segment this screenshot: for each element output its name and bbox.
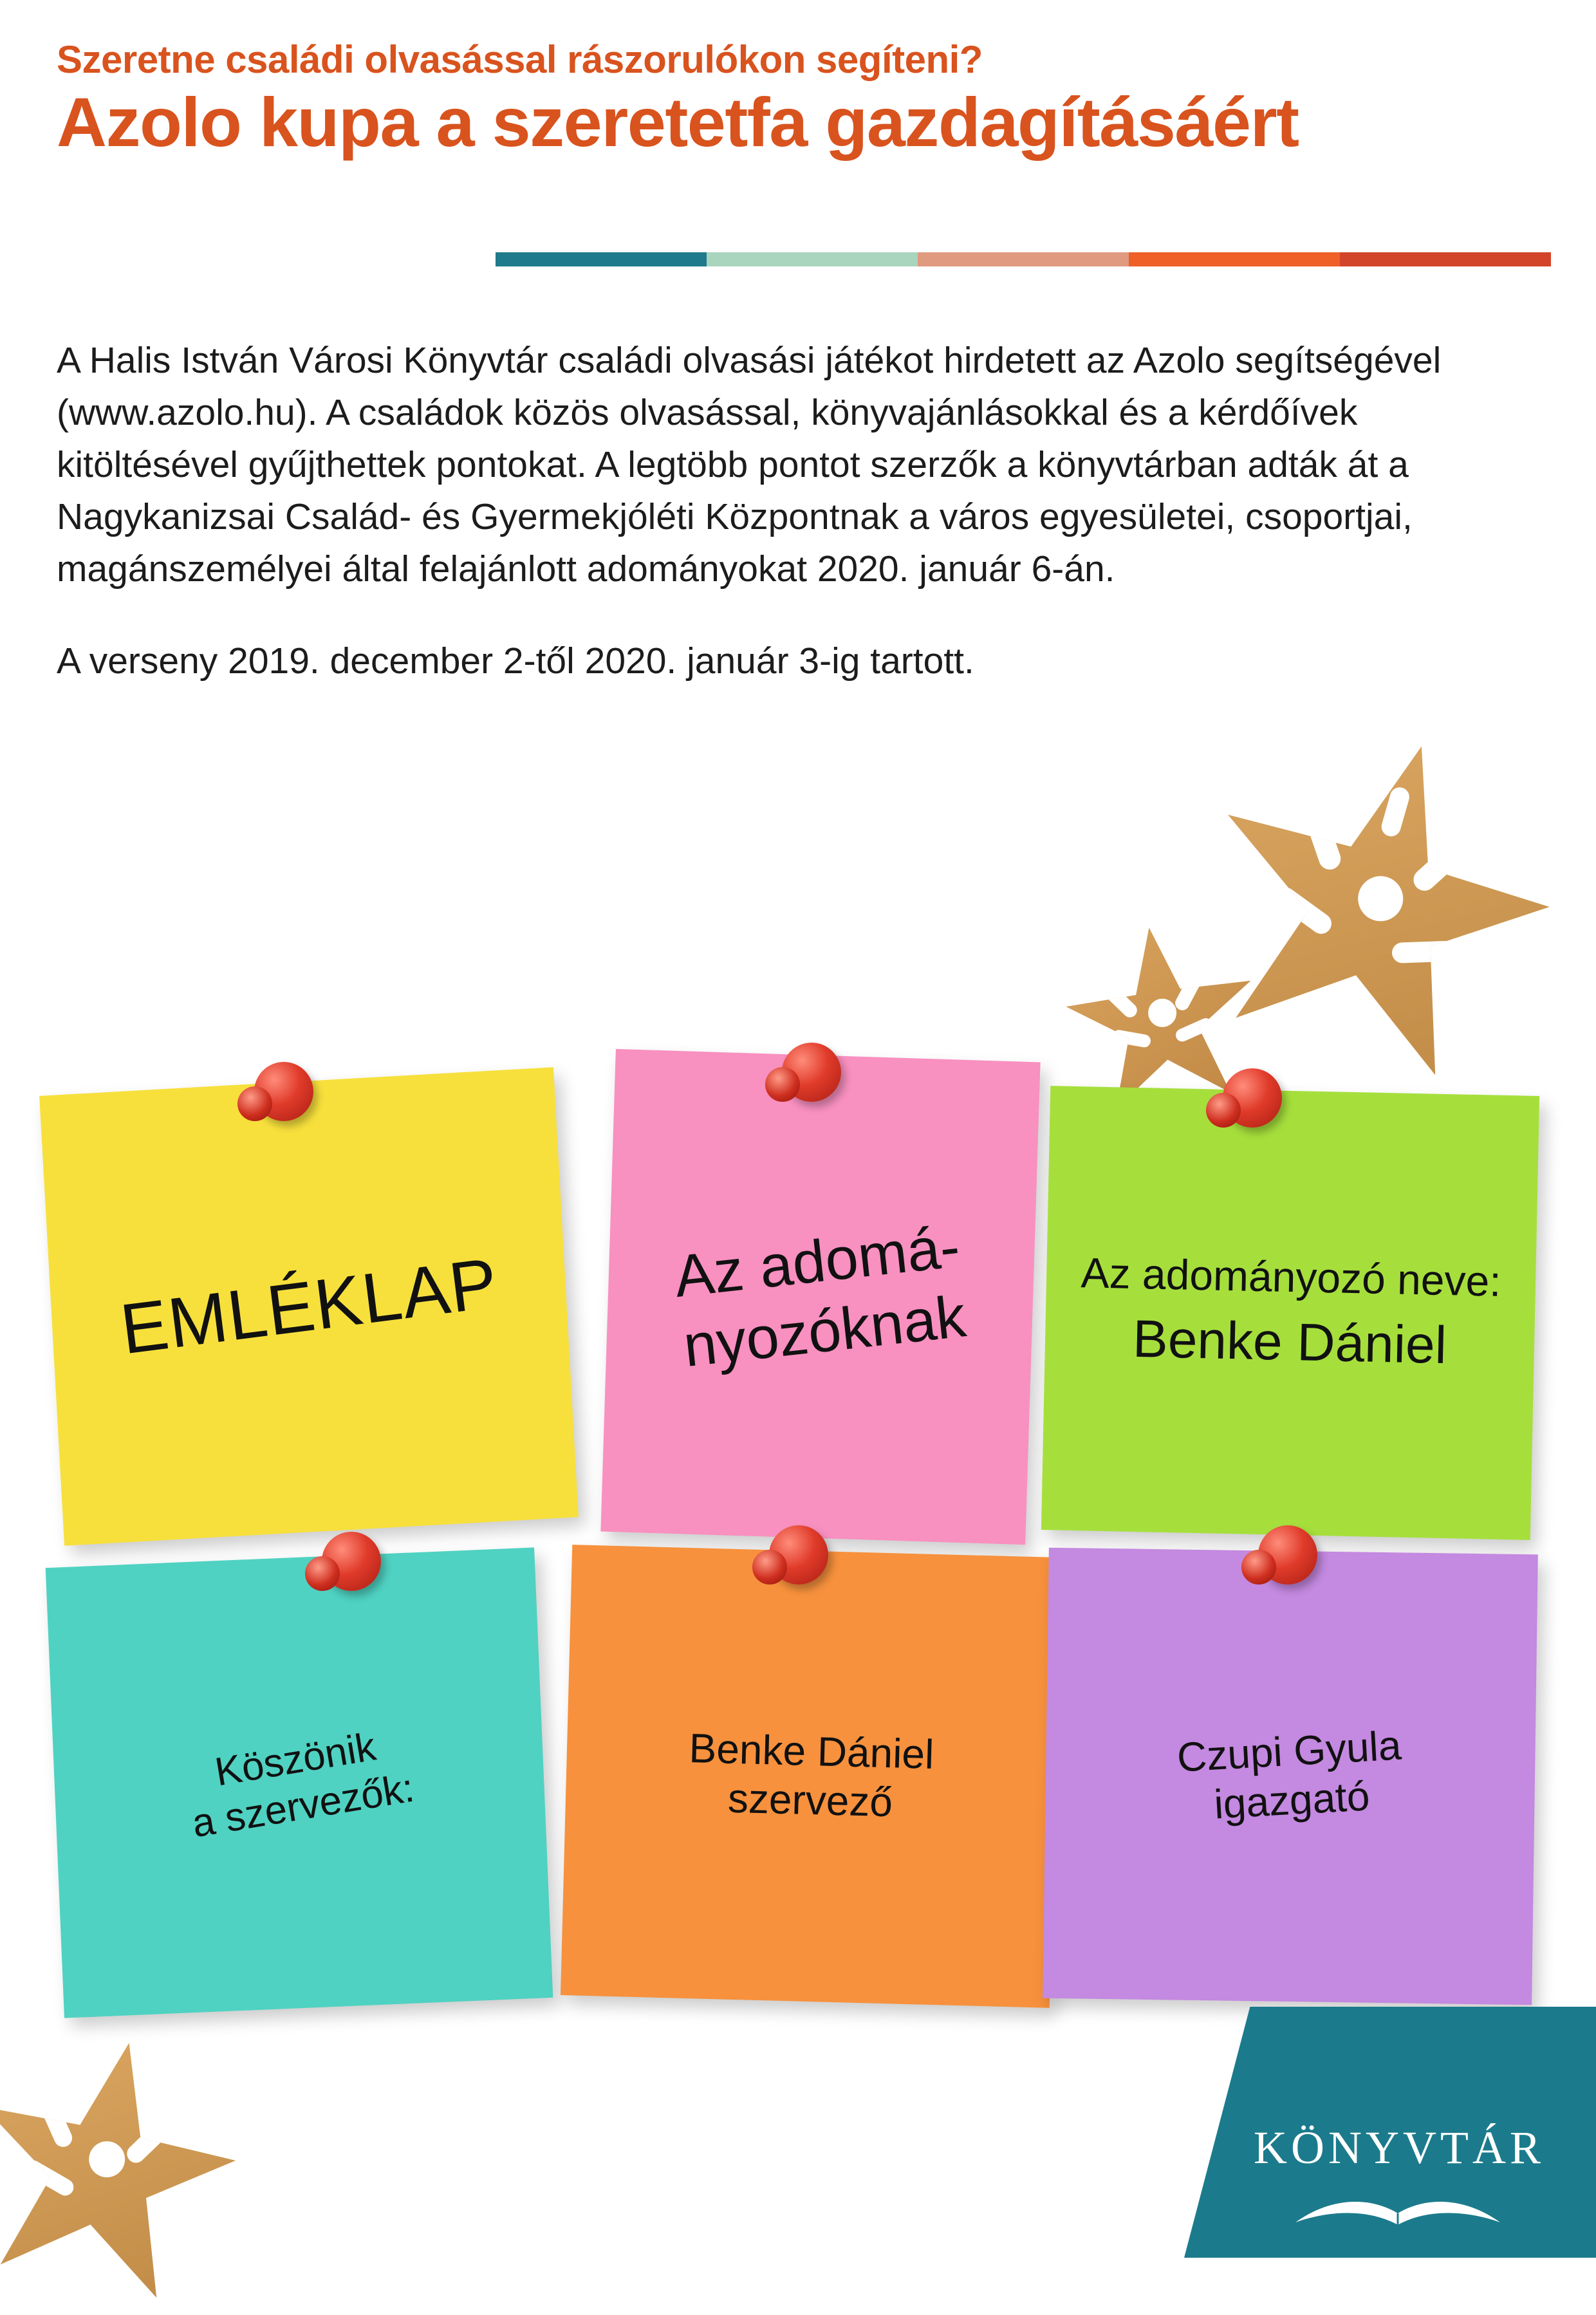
page-kicker: Szeretne családi olvasással rászorulókon segíteni? — [57, 38, 983, 81]
sticky-note-emleklap[interactable] — [39, 1067, 579, 1546]
sticky-note-text: EMLÉKLAP — [116, 1243, 502, 1370]
sticky-note-text: Czupi Gyula igazgató — [1175, 1722, 1402, 1828]
open-book-icon — [1293, 2181, 1505, 2229]
sticky-note-organizer[interactable] — [561, 1545, 1061, 2008]
sticky-note-donor-name[interactable] — [1041, 1086, 1539, 1540]
star-cookie-icon — [1172, 700, 1582, 1102]
sticky-note-donation-message[interactable] — [600, 1049, 1040, 1545]
sticky-note-board — [0, 1043, 1596, 2072]
sticky-note-thanks[interactable] — [46, 1547, 553, 2018]
page-title: Azolo kupa a szeretetfa gazdagításáért — [57, 83, 1299, 161]
library-logo — [1232, 2124, 1566, 2232]
sticky-note-text: Köszönik a szervezők: — [189, 1724, 418, 1846]
pushpin-icon — [769, 1525, 828, 1585]
donor-label: Az adományozó neve: — [1080, 1248, 1502, 1305]
donor-name-value: Benke Dániel — [1132, 1309, 1447, 1375]
rule-segment-2 — [707, 252, 918, 266]
pushpin-icon — [1258, 1525, 1317, 1585]
color-rule — [496, 252, 1551, 266]
pushpin-icon — [254, 1062, 313, 1121]
sticky-note-text: Benke Dániel szervező — [688, 1725, 935, 1826]
article-body — [57, 335, 1530, 687]
rule-segment-5 — [1340, 252, 1551, 266]
rule-segment-3 — [918, 252, 1129, 266]
sticky-note-text: Az adomá- nyozóknak — [671, 1214, 969, 1380]
page-header — [57, 39, 1550, 160]
sticky-note-text — [1078, 1198, 1503, 1428]
pushpin-icon — [1223, 1068, 1282, 1128]
body-paragraph-2: A verseny 2019. december 2-től 2020. január 3-ig tartott. — [57, 640, 974, 682]
library-logo-text: KÖNYVTÁR — [1254, 2122, 1545, 2173]
rule-segment-1 — [496, 252, 707, 266]
pushpin-icon — [322, 1532, 381, 1591]
rule-segment-4 — [1129, 252, 1340, 266]
pushpin-icon — [782, 1043, 841, 1102]
sticky-note-director[interactable] — [1043, 1548, 1538, 2005]
body-paragraph-1: A Halis István Városi Könyvtár családi olvasási játékot hirdetett az Azolo segítségével (www.azolo.hu). A családok közös olvasással, könyvajánlásokkal és a kérdőívek kitöltésével gyűjthettek pontokat. A legtöbb pontot szerzők a könyvtárban adták át a Nagykanizsai Család- és Gyermekjóléti Központnak a város egyesületei, csoportjai, magánszemélyei által felajánlott adományokat 2020. január 6-án. — [57, 340, 1442, 590]
